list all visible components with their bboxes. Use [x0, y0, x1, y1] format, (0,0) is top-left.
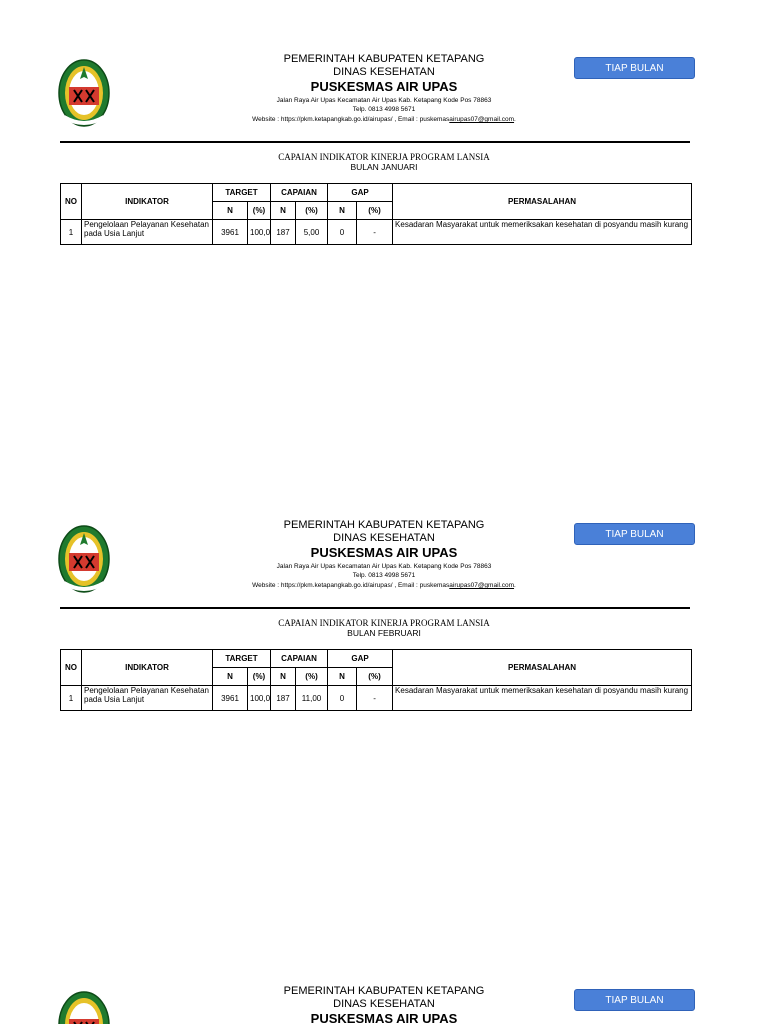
- cell-capaian-pct: 5,00: [296, 220, 328, 245]
- col-target: TARGET: [213, 184, 271, 202]
- col-gap-pct: (%): [357, 202, 393, 220]
- header-divider: [60, 607, 690, 609]
- kpi-table: [60, 649, 692, 711]
- col-capaian-pct: (%): [296, 668, 328, 686]
- tiap-bulan-button[interactable]: TIAP BULAN: [574, 523, 695, 545]
- cell-capaian-n: 187: [271, 220, 296, 245]
- department-name: DINAS KESEHATAN: [333, 532, 435, 544]
- kabupaten-ketapang-emblem-icon: [56, 523, 112, 595]
- kpi-table: [60, 183, 692, 245]
- cell-capaian-n: 187: [271, 686, 296, 711]
- cell-gap-n: 0: [328, 686, 357, 711]
- report-page-partial: [0, 932, 768, 1024]
- tiap-bulan-button[interactable]: TIAP BULAN: [574, 989, 695, 1011]
- kabupaten-ketapang-emblem-icon: [56, 989, 112, 1024]
- col-target-pct: (%): [248, 202, 271, 220]
- address: Jalan Raya Air Upas Kecamatan Air Upas Kab. Ketapang Kode Pos 78863: [276, 563, 492, 570]
- cell-indikator: Pengelolaan Pelayanan Kesehatan pada Usia Lanjut: [82, 220, 213, 245]
- col-gap-pct: (%): [357, 668, 393, 686]
- government-name: PEMERINTAH KABUPATEN KETAPANG: [283, 985, 485, 997]
- cell-gap-n: 0: [328, 220, 357, 245]
- cell-no: 1: [61, 220, 82, 245]
- col-gap: GAP: [328, 650, 393, 668]
- cell-capaian-pct: 11,00: [296, 686, 328, 711]
- cell-no: 1: [61, 686, 82, 711]
- website-email: Website : https://pkm.ketapangkab.go.id/airupas/ , Email : puskemasairupas07@gmail.com.: [252, 582, 516, 589]
- department-name: DINAS KESEHATAN: [333, 998, 435, 1010]
- puskesmas-name: PUSKESMAS AIR UPAS: [310, 545, 458, 560]
- header-divider: [60, 141, 690, 143]
- report-title: CAPAIAN INDIKATOR KINERJA PROGRAM LANSIA: [278, 152, 490, 162]
- cell-target-pct: 100,0: [248, 220, 271, 245]
- table-row: [61, 686, 692, 711]
- report-page-february: [0, 466, 768, 932]
- report-page-january: [0, 0, 768, 466]
- col-no: NO: [61, 650, 82, 686]
- col-gap-n: N: [328, 668, 357, 686]
- report-month: BULAN FEBRUARI: [347, 628, 421, 638]
- phone: Telp. 0813 4998 5671: [352, 572, 416, 579]
- col-target-pct: (%): [248, 668, 271, 686]
- col-capaian: CAPAIAN: [271, 184, 328, 202]
- report-title: CAPAIAN INDIKATOR KINERJA PROGRAM LANSIA: [278, 618, 490, 628]
- website-email: Website : https://pkm.ketapangkab.go.id/airupas/ , Email : puskemasairupas07@gmail.com.: [252, 116, 516, 123]
- puskesmas-name: PUSKESMAS AIR UPAS: [310, 79, 458, 94]
- cell-target-n: 3961: [213, 686, 248, 711]
- cell-indikator: Pengelolaan Pelayanan Kesehatan pada Usia Lanjut: [82, 686, 213, 711]
- department-name: DINAS KESEHATAN: [333, 66, 435, 78]
- report-month: BULAN JANUARI: [350, 162, 418, 172]
- col-capaian-n: N: [271, 668, 296, 686]
- col-target: TARGET: [213, 650, 271, 668]
- kabupaten-ketapang-emblem-icon: [56, 57, 112, 129]
- phone: Telp. 0813 4998 5671: [352, 106, 416, 113]
- tiap-bulan-button[interactable]: TIAP BULAN: [574, 57, 695, 79]
- col-indikator: INDIKATOR: [82, 184, 213, 220]
- col-gap-n: N: [328, 202, 357, 220]
- cell-permasalahan: Kesadaran Masyarakat untuk memeriksakan kesehatan di posyandu masih kurang: [393, 686, 692, 711]
- col-capaian-n: N: [271, 202, 296, 220]
- col-permasalahan: PERMASALAHAN: [393, 184, 692, 220]
- cell-gap-pct: -: [357, 686, 393, 711]
- cell-permasalahan: Kesadaran Masyarakat untuk memeriksakan kesehatan di posyandu masih kurang: [393, 220, 692, 245]
- cell-target-n: 3961: [213, 220, 248, 245]
- col-no: NO: [61, 184, 82, 220]
- col-target-n: N: [213, 202, 248, 220]
- col-gap: GAP: [328, 184, 393, 202]
- col-indikator: INDIKATOR: [82, 650, 213, 686]
- col-permasalahan: PERMASALAHAN: [393, 650, 692, 686]
- address: Jalan Raya Air Upas Kecamatan Air Upas Kab. Ketapang Kode Pos 78863: [276, 97, 492, 104]
- cell-gap-pct: -: [357, 220, 393, 245]
- puskesmas-name: PUSKESMAS AIR UPAS: [310, 1011, 458, 1024]
- col-capaian: CAPAIAN: [271, 650, 328, 668]
- table-row: [61, 220, 692, 245]
- cell-target-pct: 100,0: [248, 686, 271, 711]
- col-target-n: N: [213, 668, 248, 686]
- government-name: PEMERINTAH KABUPATEN KETAPANG: [283, 53, 485, 65]
- col-capaian-pct: (%): [296, 202, 328, 220]
- government-name: PEMERINTAH KABUPATEN KETAPANG: [283, 519, 485, 531]
